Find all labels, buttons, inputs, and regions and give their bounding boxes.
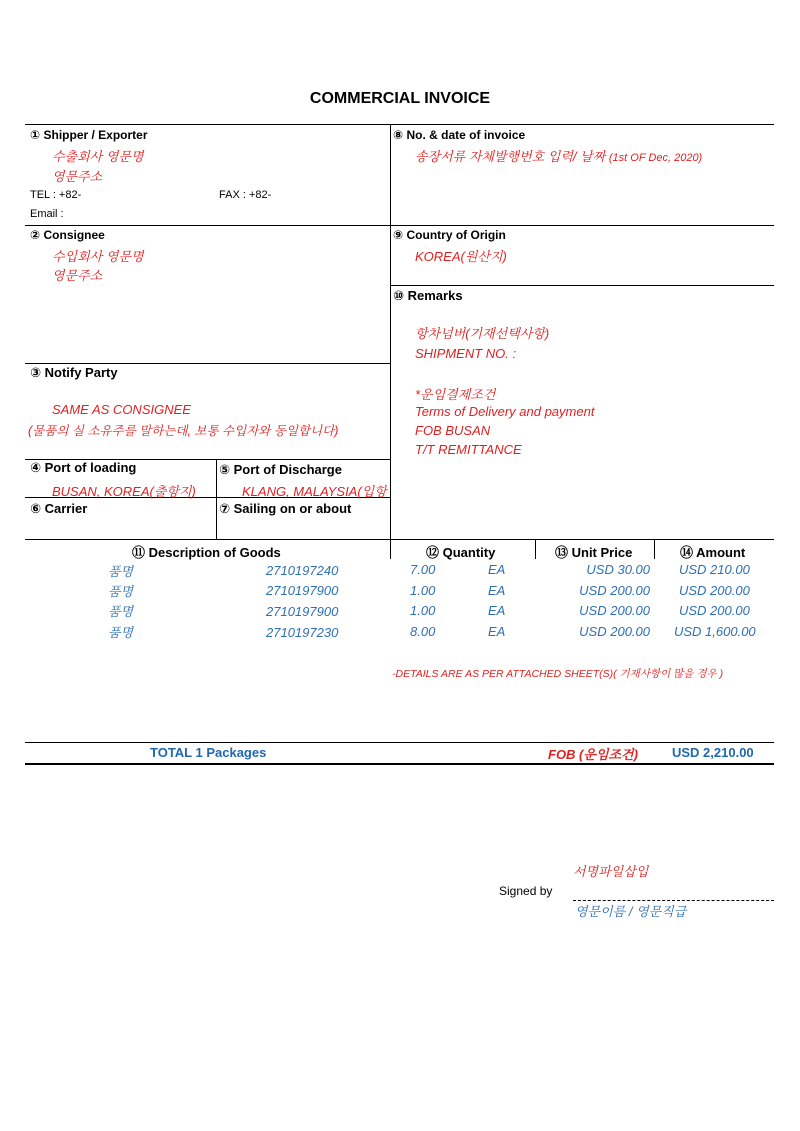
col-description: ⑪ Description of Goods: [132, 545, 281, 560]
invoice-value: 송장서류 자체발행번호 입력/ 날짜: [415, 149, 606, 164]
signer-name-title: 영문이름 / 영문직급: [575, 904, 687, 919]
port-discharge-value: KLANG, MALAYSIA(입항: [242, 484, 387, 499]
divider-origin: [390, 285, 774, 286]
item-amount: USD 200.00: [679, 583, 750, 598]
signed-by-label: Signed by: [499, 884, 553, 898]
shipper-email: Email :: [30, 208, 64, 220]
port-loading-value: BUSAN, KOREA(출항지): [52, 484, 196, 499]
total-packages: TOTAL 1 Packages: [150, 745, 267, 760]
item-unit: EA: [488, 603, 506, 618]
signature-file: 서명파일삽입: [573, 864, 649, 879]
remarks-line: 항차넘버(기재선택사항): [415, 326, 550, 341]
item-price: USD 200.00: [579, 603, 650, 618]
shipper-name: 수출회사 영문명: [52, 149, 144, 164]
item-hs-code: 2710197900: [266, 583, 339, 598]
item-price: USD 30.00: [586, 562, 650, 577]
remarks-label: ⑩ Remarks: [393, 288, 463, 303]
item-price: USD 200.00: [579, 583, 650, 598]
item-hs-code: 2710197240: [266, 563, 339, 578]
port-loading-label: ④ Port of loading: [30, 460, 137, 475]
col-amount: ⑭ Amount: [680, 545, 746, 560]
carrier-label: ⑥ Carrier: [30, 501, 88, 516]
divider-row2: [25, 225, 774, 226]
terms-line: T/T REMITTANCE: [415, 442, 522, 457]
total-amount: USD 2,210.00: [672, 745, 754, 760]
item-name: 품명: [108, 564, 134, 579]
item-amount: USD 210.00: [679, 562, 750, 577]
item-qty: 1.00: [410, 583, 436, 598]
item-hs-code: 2710197230: [266, 625, 339, 640]
divider-vertical-ports: [216, 459, 217, 539]
col-unit-price: ⑬ Unit Price: [555, 545, 633, 560]
notify-line2: (물품의 실 소유주를 말하는데, 보통 수입자와 동일합니다): [28, 424, 339, 438]
remarks-line: SHIPMENT NO. :: [415, 346, 517, 361]
item-amount: USD 1,600.00: [674, 624, 756, 639]
item-hs-code: 2710197900: [266, 604, 339, 619]
item-name: 품명: [108, 625, 134, 640]
terms-line: *운임결제조건: [415, 387, 496, 402]
item-amount: USD 200.00: [679, 603, 750, 618]
shipper-tel: TEL : +82-: [30, 189, 82, 201]
consignee-address: 영문주소: [52, 268, 103, 283]
item-qty: 7.00: [410, 562, 436, 577]
shipper-address: 영문주소: [52, 169, 103, 184]
divider-columns: [25, 539, 774, 540]
divider-total-top: [25, 742, 774, 743]
details-note: -DETAILS ARE AS PER ATTACHED SHEET(S)( 기재사항이 많을 경우 ): [392, 668, 724, 680]
invoice-number-date: [415, 146, 702, 165]
divider-vertical-qty: [535, 539, 536, 559]
item-qty: 8.00: [410, 624, 436, 639]
item-qty: 1.00: [410, 603, 436, 618]
divider-vertical-main: [390, 124, 391, 559]
consignee-name: 수입회사 영문명: [52, 249, 144, 264]
total-terms: FOB (운임조건): [548, 747, 638, 762]
invoice-date: (1st OF Dec, 2020): [608, 152, 703, 164]
table-top-border: [25, 124, 774, 125]
item-unit: EA: [488, 562, 506, 577]
item-name: 품명: [108, 584, 134, 599]
terms-line: FOB BUSAN: [415, 423, 491, 438]
origin-label: ⑨ Country of Origin: [393, 228, 506, 242]
page-title: COMMERCIAL INVOICE: [309, 90, 491, 107]
divider-total-bottom: [25, 763, 774, 765]
item-unit: EA: [488, 583, 506, 598]
item-price: USD 200.00: [579, 624, 650, 639]
divider-notify: [25, 363, 390, 364]
notify-line1: SAME AS CONSIGNEE: [52, 402, 191, 417]
origin-value: KOREA(원산지): [415, 249, 507, 264]
consignee-label: ② Consignee: [30, 228, 105, 242]
shipper-fax: FAX : +82-: [219, 189, 272, 201]
port-discharge-label: ⑤ Port of Discharge: [219, 462, 342, 477]
terms-line: Terms of Delivery and payment: [415, 404, 595, 419]
divider-vertical-price: [654, 539, 655, 559]
item-unit: EA: [488, 624, 506, 639]
sailing-label: ⑦ Sailing on or about: [219, 501, 352, 516]
invoice-label: ⑧ No. & date of invoice: [393, 128, 526, 142]
col-quantity: ⑫ Quantity: [426, 545, 496, 560]
item-name: 품명: [108, 604, 134, 619]
notify-label: ③ Notify Party: [30, 365, 118, 380]
shipper-label: ① Shipper / Exporter: [30, 128, 148, 142]
